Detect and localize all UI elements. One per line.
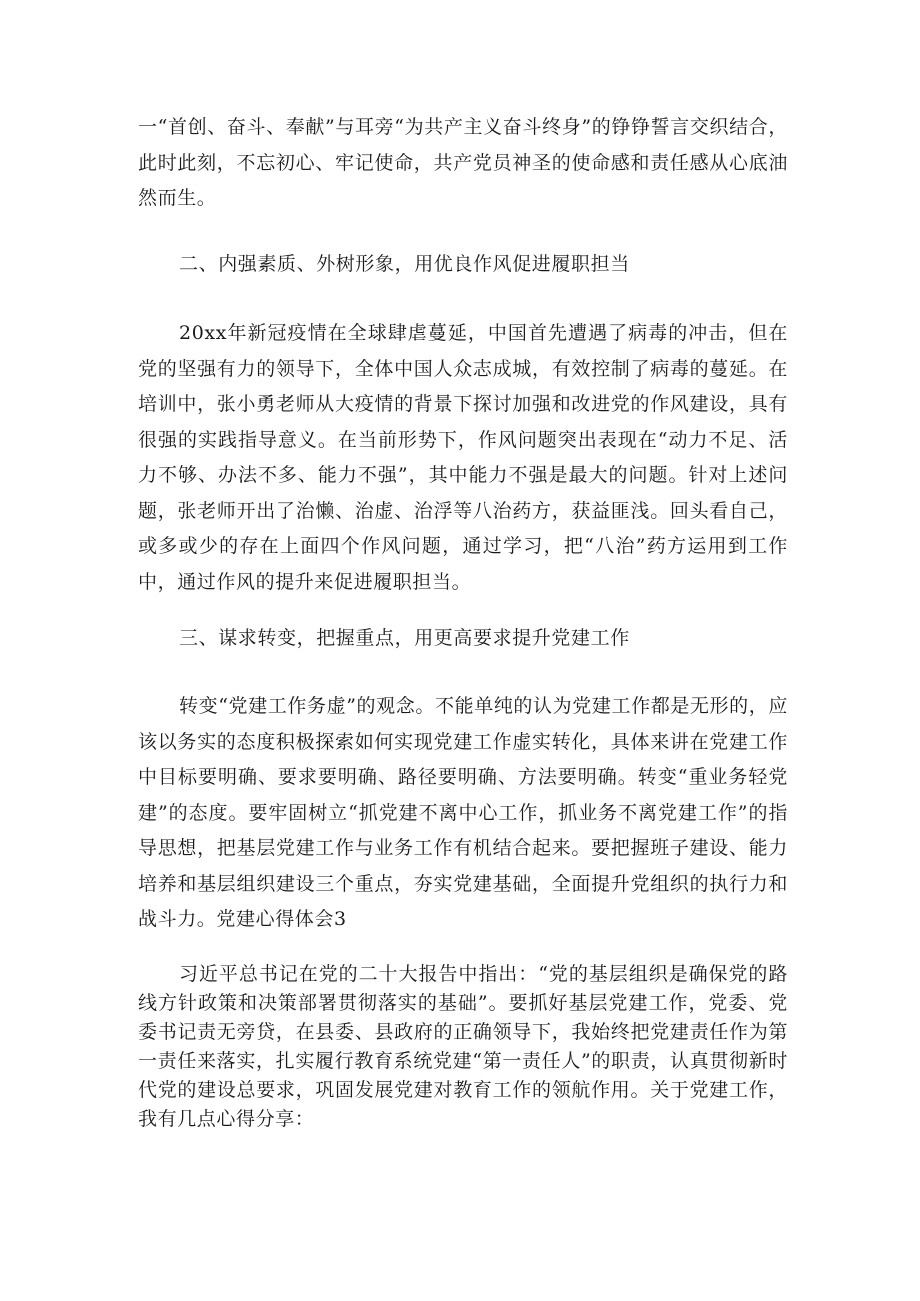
section-heading-2: 二、内强素质、外树形象，用优良作风促进履职担当 bbox=[179, 253, 630, 275]
paragraph-xi-report-quote: 习近平总书记在党的二十大报告中指出：“党的基层组织是确保党的路线方针政策和决策部署贯彻落实的基础”。要抓好基层党建工作，党委、党委书记责无旁贷，在县委、县政府的正确领导下，我始终把党建责任作为第一责任来落实，扎实履行教育系统党建“第一责任人”的职责，认真贯彻新时代党的建设总要求，巩固发展党建对教育工作的领航作用。关于党建工作，我有几点心得分享： bbox=[138, 963, 788, 1130]
section-heading-3: 三、谋求转变，把握重点，用更高要求提升党建工作 bbox=[179, 627, 630, 649]
paragraph-covid-work-style: 20xx年新冠疫情在全球肆虐蔓延，中国首先遭遇了病毒的冲击，但在党的坚强有力的领导下，全体中国人众志成城，有效控制了病毒的蔓延。在培训中，张小勇老师从大疫情的背景下探讨加强和改进党的作风建设，具有很强的实践指导意义。在当前形势下，作风问题突出表现在“动力不足、活力不够、办法不多、能力不强”，其中能力不强是最大的问题。针对上述问题，张老师开出了治懒、治虚、治浮等八治药方，获益匪浅。回头看自己，或多或少的存在上面四个作风问题，通过学习，把“八治”药方运用到工作中，通过作风的提升来促进履职担当。 bbox=[138, 322, 788, 593]
paragraph-continuation: 一“首创、奋斗、奉献”与耳旁“为共产主义奋斗终身”的铮铮誓言交织结合，此时此刻，不忘初心、牢记使命，共产党员神圣的使命感和责任感从心底油然而生。 bbox=[138, 116, 788, 209]
paragraph-party-building-transform: 转变“党建工作务虚”的观念。不能单纯的认为党建工作都是无形的，应该以务实的态度积极探索如何实现党建工作虚实转化，具体来讲在党建工作中目标要明确、要求要明确、路径要明确、方法要明确。转变“重业务轻党建”的态度。要牢固树立“抓党建不离中心工作，抓业务不离党建工作”的指导思想，把基层党建工作与业务工作有机结合起来。要把握班子建设、能力培养和基层组织建设三个重点，夯实党建基础，全面提升党组织的执行力和战斗力。党建心得体会3 bbox=[138, 695, 788, 930]
